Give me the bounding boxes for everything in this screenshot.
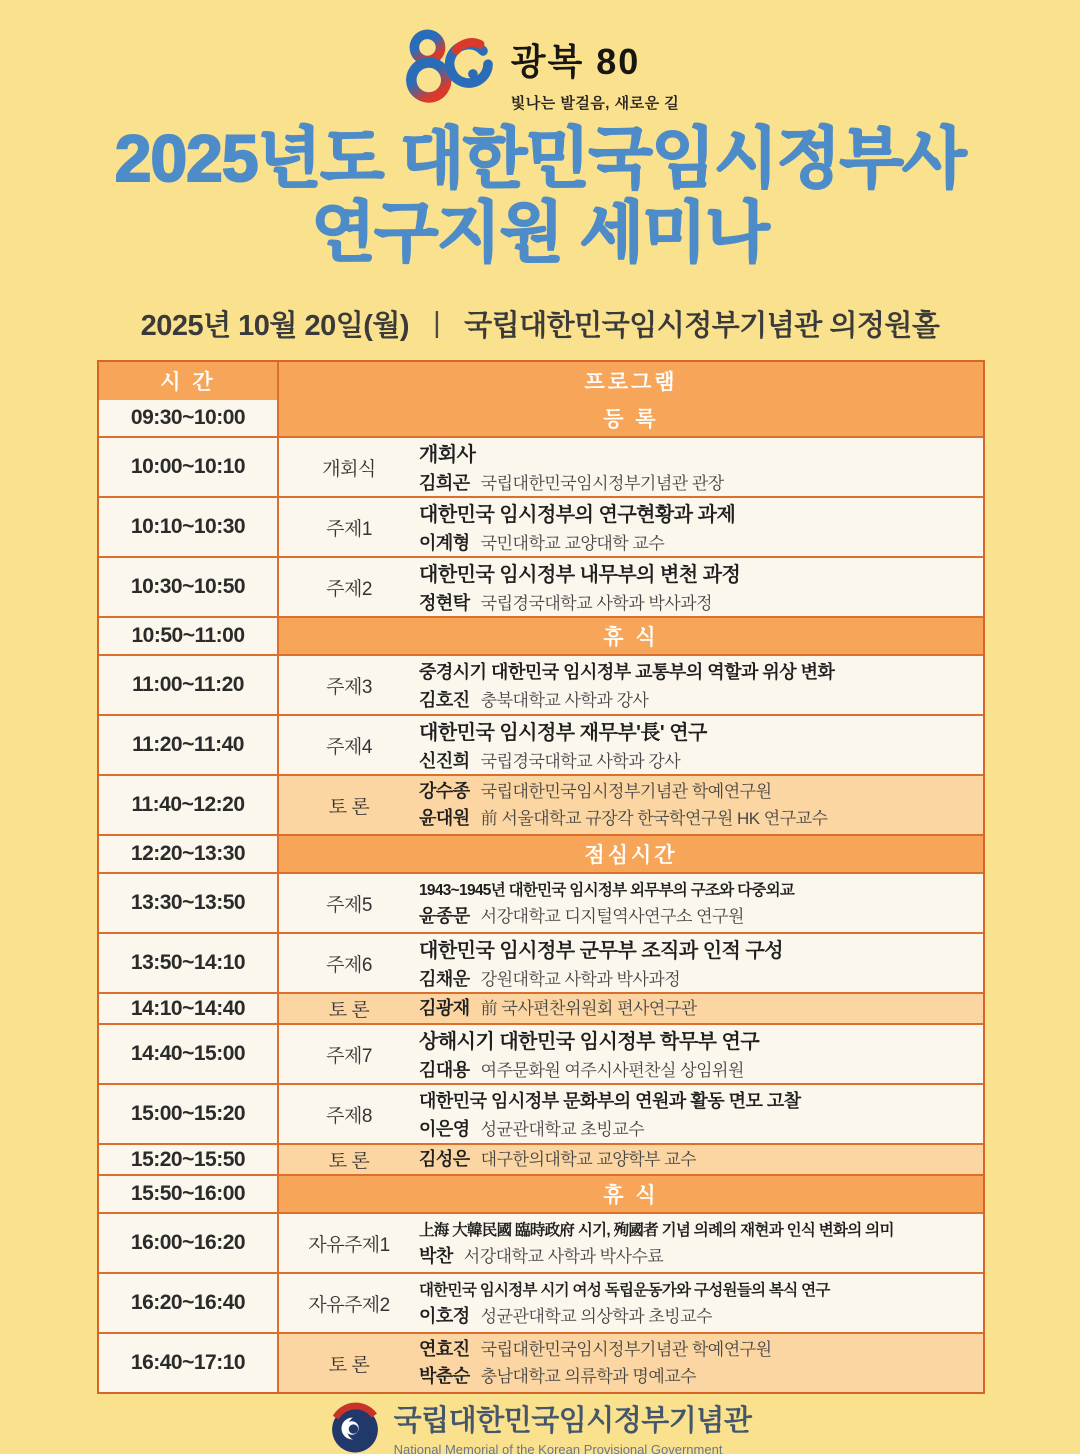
time-cell: 10:10~10:30	[99, 498, 279, 556]
session-title: 대한민국 임시정부 군무부 조직과 인적 구성	[419, 940, 784, 963]
program-cell	[279, 1274, 983, 1332]
speaker-line	[419, 1364, 979, 1389]
banner-label: 등 록	[603, 408, 659, 431]
session-label: 토 론	[328, 1000, 370, 1021]
session-body	[419, 433, 983, 501]
speaker-line	[419, 1337, 979, 1362]
schedule-row	[99, 654, 983, 714]
program-cell	[279, 1085, 983, 1143]
speaker-line	[419, 996, 979, 1021]
speaker-role: 성균관대학교 의상학과 초빙교수	[480, 1306, 713, 1326]
speaker-name: 박찬	[419, 1245, 453, 1266]
speaker-name: 윤종문	[419, 905, 470, 926]
program-cell	[279, 1334, 983, 1392]
event-date-venue	[0, 303, 1080, 344]
speaker-name: 박춘순	[419, 1366, 470, 1386]
session-body	[419, 1020, 983, 1088]
session-label: 주제2	[326, 578, 372, 600]
session-label: 주제3	[326, 676, 372, 698]
schedule-row	[99, 714, 983, 774]
program-cell	[279, 776, 983, 834]
time-cell: 11:00~11:20	[99, 656, 279, 714]
program-schedule-table	[97, 360, 985, 1394]
speaker-role: 서강대학교 디지털역사연구소 연구원	[480, 906, 744, 926]
speaker-line	[419, 749, 979, 774]
event-venue: 국립대한민국임시정부기념관 의정원홀	[464, 310, 940, 342]
session-title: 대한민국 임시정부 재무부'長' 연구	[419, 722, 707, 745]
program-cell	[279, 874, 983, 932]
government-emblem-icon	[329, 1402, 381, 1454]
session-label: 주제4	[326, 736, 372, 758]
schedule-row	[99, 1212, 983, 1272]
organizer-footer	[0, 1398, 1080, 1454]
session-label: 주제5	[326, 894, 372, 916]
speaker-role: 성균관대학교 초빙교수	[480, 1119, 645, 1139]
time-cell: 13:30~13:50	[99, 874, 279, 932]
session-title: 1943~1945년 대한민국 임시정부 외무부의 구조와 다중외교	[419, 881, 795, 899]
speaker-line	[419, 591, 979, 616]
session-body	[419, 873, 983, 934]
speaker-line	[419, 904, 979, 929]
program-column-header: 프로그램	[279, 362, 983, 400]
session-title: 대한민국 임시정부 문화부의 연원과 활동 면모 고찰	[419, 1090, 801, 1111]
program-cell	[279, 716, 983, 774]
speaker-line	[419, 1117, 979, 1142]
program-cell	[279, 400, 983, 436]
session-title: 대한민국 임시정부 시기 여성 독립운동가와 구성원들의 복식 연구	[419, 1281, 830, 1299]
speaker-line	[419, 688, 979, 713]
time-cell: 11:20~11:40	[99, 716, 279, 774]
speaker-name: 김희곤	[419, 473, 470, 494]
speaker-line	[419, 967, 979, 992]
schedule-row	[99, 774, 983, 834]
organizer-text-block	[394, 1398, 752, 1454]
banner-label: 휴 식	[603, 1184, 659, 1207]
speaker-role: 국립대한민국임시정부기념관 관장	[480, 474, 724, 494]
schedule-row	[99, 1023, 983, 1083]
program-cell	[279, 836, 983, 872]
session-title: 대한민국 임시정부 내무부의 변천 과정	[419, 564, 741, 587]
time-cell: 09:30~10:00	[99, 400, 279, 436]
schedule-row	[99, 496, 983, 556]
page-title	[0, 122, 1080, 270]
session-title: 개회사	[419, 444, 476, 467]
session-label: 주제8	[326, 1105, 372, 1127]
program-cell	[279, 438, 983, 496]
program-cell	[279, 498, 983, 556]
session-body	[419, 1273, 983, 1334]
speaker-line	[419, 1304, 979, 1329]
session-body	[419, 653, 983, 718]
speaker-role: 국립대한민국임시정부기념관 학예연구원	[480, 1340, 772, 1360]
time-column-header: 시 간	[99, 362, 279, 400]
banner-label: 점심시간	[584, 844, 678, 867]
session-body	[419, 929, 983, 997]
session-label: 주제6	[326, 954, 372, 976]
session-title: 대한민국 임시정부의 연구현황과 과제	[419, 504, 736, 527]
speaker-line	[419, 806, 979, 831]
logo-tagline: 빛나는 발걸음, 새로운 길	[510, 95, 680, 112]
session-body	[419, 1142, 983, 1177]
speaker-role: 국민대학교 교양대학 교수	[480, 534, 665, 554]
speaker-name: 윤대원	[419, 808, 470, 828]
time-cell: 15:20~15:50	[99, 1145, 279, 1174]
session-label: 자유주제1	[308, 1234, 390, 1256]
speaker-role: 국립대한민국임시정부기념관 학예연구원	[480, 782, 772, 802]
time-cell: 16:20~16:40	[99, 1274, 279, 1332]
organizer-name-korean: 국립대한민국임시정부기념관	[393, 1405, 752, 1437]
time-cell: 16:00~16:20	[99, 1214, 279, 1272]
organizer-name-english: National Memorial of the Korean Provisional Government	[393, 1442, 723, 1454]
session-body	[419, 1213, 983, 1274]
page-title-line1: 2025년도 대한민국임시정부사	[114, 121, 966, 195]
time-cell: 11:40~12:20	[99, 776, 279, 834]
session-body	[419, 1332, 983, 1394]
session-label: 주제7	[326, 1045, 372, 1067]
event-date: 2025년 10월 20일(월)	[140, 310, 410, 342]
speaker-line	[419, 1147, 979, 1172]
session-title: 上海 大韓民國 臨時政府 시기, 殉國者 기념 의례의 재현과 인식 변화의 의미	[419, 1221, 894, 1239]
speaker-role: 국립경국대학교 사학과 강사	[480, 752, 681, 772]
session-label: 자유주제2	[308, 1294, 390, 1316]
speaker-role: 대구한의대학교 교양학부 교수	[480, 1150, 697, 1170]
schedule-row	[99, 1083, 983, 1143]
session-label: 토 론	[328, 796, 370, 818]
program-cell	[279, 994, 983, 1023]
time-cell: 15:50~16:00	[99, 1176, 279, 1212]
speaker-role: 국립경국대학교 사학과 박사과정	[480, 594, 713, 614]
logo-name: 광복 80	[510, 41, 641, 82]
speaker-name: 정현탁	[419, 593, 470, 614]
session-label: 토 론	[328, 1354, 370, 1376]
schedule-row	[99, 1143, 983, 1174]
speaker-role: 여주문화원 여주시사편찬실 상임위원	[480, 1061, 744, 1081]
time-cell: 14:40~15:00	[99, 1025, 279, 1083]
speaker-role: 충북대학교 사학과 강사	[480, 690, 649, 710]
speaker-name: 김광재	[419, 998, 470, 1019]
speaker-name: 김채운	[419, 969, 470, 990]
program-cell	[279, 934, 983, 992]
schedule-row	[99, 436, 983, 496]
time-cell: 16:40~17:10	[99, 1334, 279, 1392]
banner-label: 휴 식	[603, 626, 659, 649]
program-cell	[279, 1025, 983, 1083]
schedule-row	[99, 1332, 983, 1392]
schedule-rows	[99, 400, 983, 1392]
schedule-row	[99, 1272, 983, 1332]
time-cell: 14:10~14:40	[99, 994, 279, 1023]
speaker-role: 前 서울대학교 규장각 한국학연구원 HK 연구교수	[480, 809, 828, 828]
speaker-name: 강수종	[419, 781, 470, 802]
schedule-row	[99, 616, 983, 654]
session-label: 개회식	[322, 458, 376, 480]
program-cell	[279, 656, 983, 714]
speaker-role: 충남대학교 의류학과 명예교수	[480, 1367, 697, 1386]
schedule-header-row	[99, 362, 983, 400]
time-cell: 15:00~15:20	[99, 1085, 279, 1143]
time-cell: 10:00~10:10	[99, 438, 279, 496]
speaker-name: 연효진	[419, 1339, 470, 1360]
time-cell: 10:50~11:00	[99, 618, 279, 654]
schedule-row	[99, 834, 983, 872]
schedule-row	[99, 932, 983, 992]
session-body	[419, 1082, 983, 1147]
session-body	[419, 711, 983, 779]
session-body	[419, 553, 983, 621]
speaker-name: 이은영	[419, 1118, 470, 1139]
speaker-name: 이호정	[419, 1305, 470, 1326]
time-cell: 13:50~14:10	[99, 934, 279, 992]
separator: |	[433, 307, 441, 339]
program-cell	[279, 618, 983, 654]
session-title: 상해시기 대한민국 임시정부 학무부 연구	[419, 1031, 760, 1054]
program-cell	[279, 1214, 983, 1272]
speaker-line	[419, 1058, 979, 1083]
program-cell	[279, 558, 983, 616]
schedule-row	[99, 872, 983, 932]
logo-text-block	[511, 20, 680, 113]
time-cell: 12:20~13:30	[99, 836, 279, 872]
gwangbok-80-mark-icon	[401, 20, 497, 108]
speaker-role: 前 국사편찬위원회 편사연구관	[480, 999, 697, 1019]
schedule-row	[99, 1174, 983, 1212]
session-title: 중경시기 대한민국 임시정부 교통부의 역할과 위상 변화	[419, 661, 835, 682]
speaker-name: 김성은	[419, 1149, 470, 1170]
speaker-role: 서강대학교 사학과 박사수료	[463, 1246, 664, 1266]
schedule-row	[99, 400, 983, 436]
gwangbok-80-logo	[0, 20, 1080, 113]
speaker-name: 이계형	[419, 533, 470, 554]
speaker-name: 김대용	[419, 1060, 470, 1081]
session-label: 주제1	[326, 518, 372, 540]
page-title-line2: 연구지원 세미나	[311, 194, 769, 269]
program-cell	[279, 1145, 983, 1174]
speaker-role: 강원대학교 사학과 박사과정	[480, 970, 681, 990]
speaker-name: 김호진	[419, 689, 470, 710]
program-cell	[279, 1176, 983, 1212]
schedule-row	[99, 556, 983, 616]
time-cell: 10:30~10:50	[99, 558, 279, 616]
session-body	[419, 493, 983, 561]
session-body	[419, 774, 983, 836]
speaker-name: 신진희	[419, 751, 470, 772]
session-label: 토 론	[328, 1151, 370, 1172]
speaker-line	[419, 1244, 979, 1269]
schedule-row	[99, 992, 983, 1023]
speaker-line	[419, 779, 979, 804]
